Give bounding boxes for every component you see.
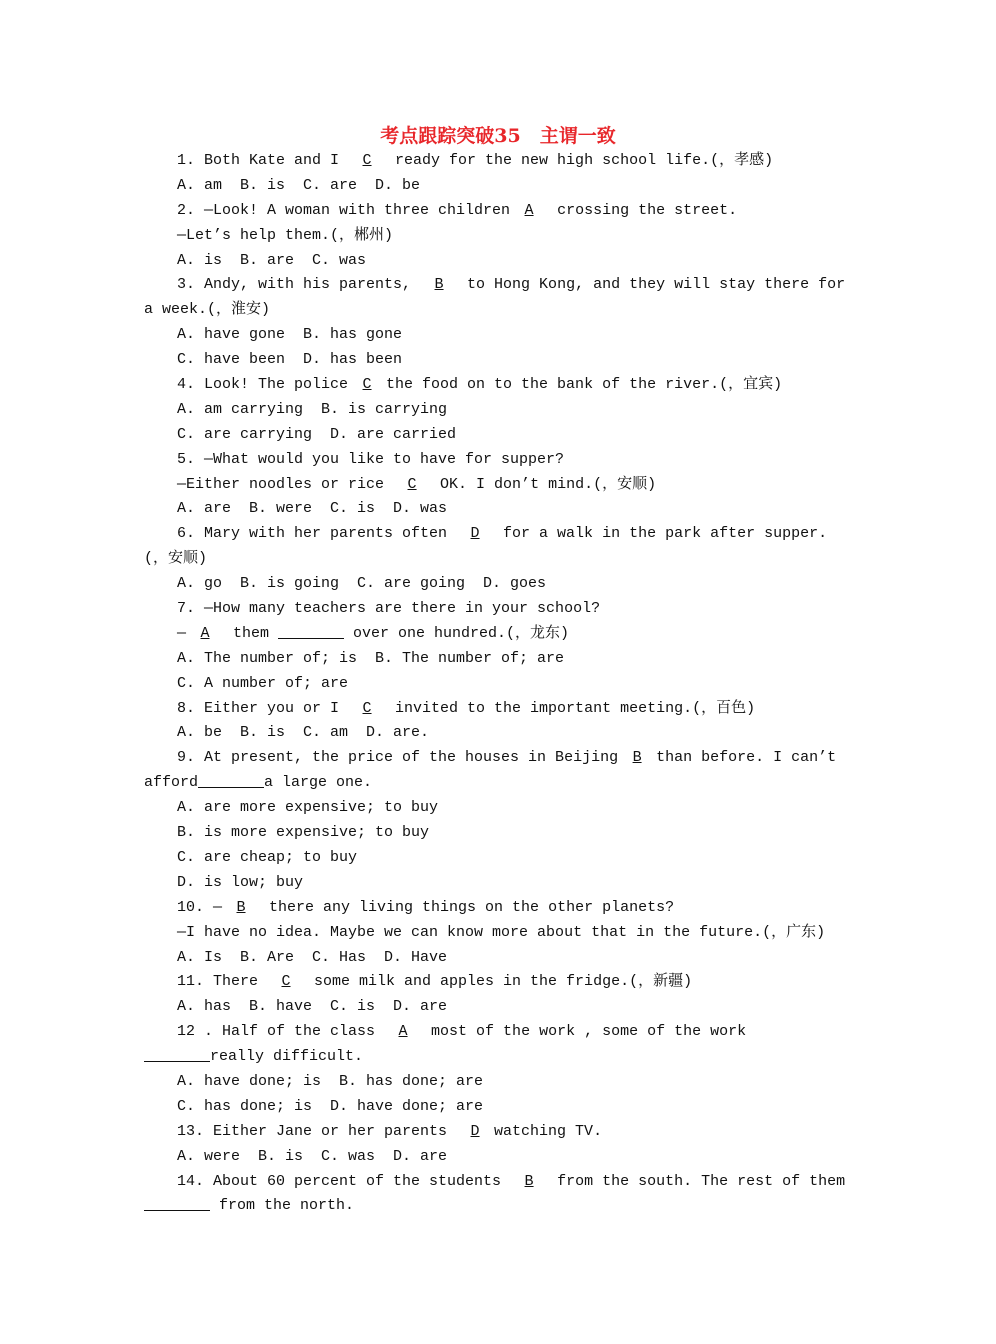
empty-blank bbox=[278, 622, 344, 639]
answer-blank: C bbox=[362, 699, 372, 717]
question-13-options: A. were B. is C. was D. are bbox=[177, 1147, 448, 1165]
answer-blank: C bbox=[362, 376, 372, 394]
question-12 bbox=[144, 1020, 806, 1045]
question-9-option-c: C. are cheap; to buy bbox=[177, 848, 358, 866]
question-10 bbox=[144, 896, 806, 921]
question-text: 8. Either you or I bbox=[177, 699, 349, 717]
question-6-continued: (，安顺) bbox=[144, 550, 208, 568]
question-12-options: A. have done; is B. has done; are bbox=[177, 1072, 484, 1090]
question-6 bbox=[144, 522, 828, 547]
question-text: — bbox=[177, 624, 187, 642]
question-14 bbox=[144, 1170, 846, 1195]
question-7-reply bbox=[144, 622, 806, 647]
question-5-reply bbox=[144, 473, 806, 498]
question-6-options: A. go B. is going C. are going D. goes bbox=[177, 575, 547, 593]
answer-blank: D bbox=[470, 1122, 480, 1140]
empty-blank bbox=[144, 1194, 210, 1211]
question-text: most of the work , some of the work bbox=[422, 1023, 747, 1041]
answer-blank: A bbox=[398, 1023, 408, 1041]
question-text: there any living things on the other planets? bbox=[260, 898, 675, 916]
question-text: 4. Look! The police bbox=[177, 376, 349, 394]
question-7-options: A. The number of; is B. The number of; are bbox=[177, 649, 565, 667]
question-3-continued: a week.(，淮安) bbox=[144, 301, 271, 319]
question-5-options: A. are B. were C. is D. was bbox=[177, 500, 448, 518]
question-text: a large one. bbox=[264, 774, 373, 792]
question-8-options: A. be B. is C. am D. are. bbox=[177, 724, 430, 742]
question-3 bbox=[144, 273, 846, 298]
question-text: 3. Andy, with his parents, bbox=[177, 276, 421, 294]
answer-blank: B bbox=[236, 898, 246, 916]
question-9-option-d: D. is low; buy bbox=[177, 873, 304, 891]
answer-blank: C bbox=[362, 152, 372, 169]
question-text: for a walk in the park after supper. bbox=[494, 525, 828, 543]
question-2 bbox=[144, 199, 806, 224]
question-13 bbox=[144, 1120, 806, 1145]
question-9-continued bbox=[144, 771, 806, 796]
question-7: 7. —How many teachers are there in your school? bbox=[177, 600, 601, 618]
answer-blank: A bbox=[524, 201, 534, 219]
answer-blank: C bbox=[407, 475, 417, 493]
question-text: crossing the street. bbox=[548, 201, 738, 219]
question-text: than before. I can’t bbox=[656, 749, 837, 767]
question-text: 10. — bbox=[177, 898, 223, 916]
question-12-continued bbox=[144, 1045, 806, 1070]
question-text: from the north. bbox=[210, 1197, 355, 1215]
question-text: 11. There bbox=[177, 973, 268, 991]
question-11-options: A. has B. have C. is D. are bbox=[177, 998, 448, 1016]
question-3-options: A. have gone B. has gone bbox=[177, 326, 403, 344]
question-text: 1. Both Kate and I bbox=[177, 152, 349, 169]
question-text: 2. —Look! A woman with three children bbox=[177, 201, 511, 219]
question-text: afford bbox=[144, 774, 199, 792]
question-12-options: C. has done; is D. have done; are bbox=[177, 1097, 484, 1115]
question-1 bbox=[144, 149, 806, 174]
answer-blank: C bbox=[281, 973, 291, 991]
question-text: 6. Mary with her parents often bbox=[177, 525, 457, 543]
answer-blank: D bbox=[470, 525, 480, 543]
empty-blank bbox=[198, 771, 264, 788]
question-11 bbox=[144, 970, 806, 995]
question-10-reply: —I have no idea. Maybe we can know more about that in the future.(，广东) bbox=[177, 923, 826, 941]
question-text: them bbox=[224, 624, 279, 642]
question-4-options: C. are carrying D. are carried bbox=[177, 425, 457, 443]
question-7-options: C. A number of; are bbox=[177, 674, 349, 692]
question-text: invited to the important meeting.(，百色) bbox=[386, 699, 756, 717]
question-text: 14. About 60 percent of the students bbox=[177, 1172, 511, 1190]
question-text: ready for the new high school life.(，孝感) bbox=[386, 152, 774, 169]
answer-blank: B bbox=[632, 749, 642, 767]
question-10-options: A. Is B. Are C. Has D. Have bbox=[177, 948, 448, 966]
question-9 bbox=[144, 746, 837, 771]
question-8 bbox=[144, 697, 806, 722]
question-list bbox=[144, 149, 846, 1219]
question-text: some milk and apples in the fridge.(，新疆) bbox=[305, 973, 693, 991]
page-title: 考点跟踪突破35 主谓一致 bbox=[380, 125, 616, 147]
question-text: really difficult. bbox=[210, 1048, 364, 1066]
question-text: OK. I don’t mind.(，安顺) bbox=[431, 475, 657, 493]
question-text: from the south. The rest of them bbox=[548, 1172, 846, 1190]
question-4-options: A. am carrying B. is carrying bbox=[177, 400, 448, 418]
answer-blank: B bbox=[524, 1172, 534, 1190]
answer-blank: A bbox=[200, 624, 210, 642]
question-1-options: A. am B. is C. are D. be bbox=[177, 176, 421, 194]
empty-blank bbox=[144, 1045, 210, 1062]
answer-blank: B bbox=[434, 276, 444, 294]
question-3-options: C. have been D. has been bbox=[177, 351, 403, 369]
question-9-option-b: B. is more expensive; to buy bbox=[177, 824, 430, 842]
question-text: 12 . Half of the class bbox=[177, 1023, 385, 1041]
question-text: to Hong Kong, and they will stay there for bbox=[458, 276, 846, 294]
question-2-reply: —Let’s help them.(，郴州) bbox=[177, 226, 394, 244]
question-14-continued bbox=[144, 1194, 806, 1219]
question-4 bbox=[144, 373, 806, 398]
question-9-option-a: A. are more expensive; to buy bbox=[177, 799, 439, 817]
question-text: the food on to the bank of the river.(，宜宾) bbox=[386, 376, 783, 394]
question-text: over one hundred.(，龙东) bbox=[344, 624, 570, 642]
question-5: 5. —What would you like to have for supper? bbox=[177, 450, 565, 468]
question-text: 9. At present, the price of the houses in Beijing bbox=[177, 749, 619, 767]
question-2-options: A. is B. are C. was bbox=[177, 251, 367, 269]
question-text: watching TV. bbox=[494, 1122, 603, 1140]
question-text: 13. Either Jane or her parents bbox=[177, 1122, 457, 1140]
question-text: —Either noodles or rice bbox=[177, 475, 394, 493]
